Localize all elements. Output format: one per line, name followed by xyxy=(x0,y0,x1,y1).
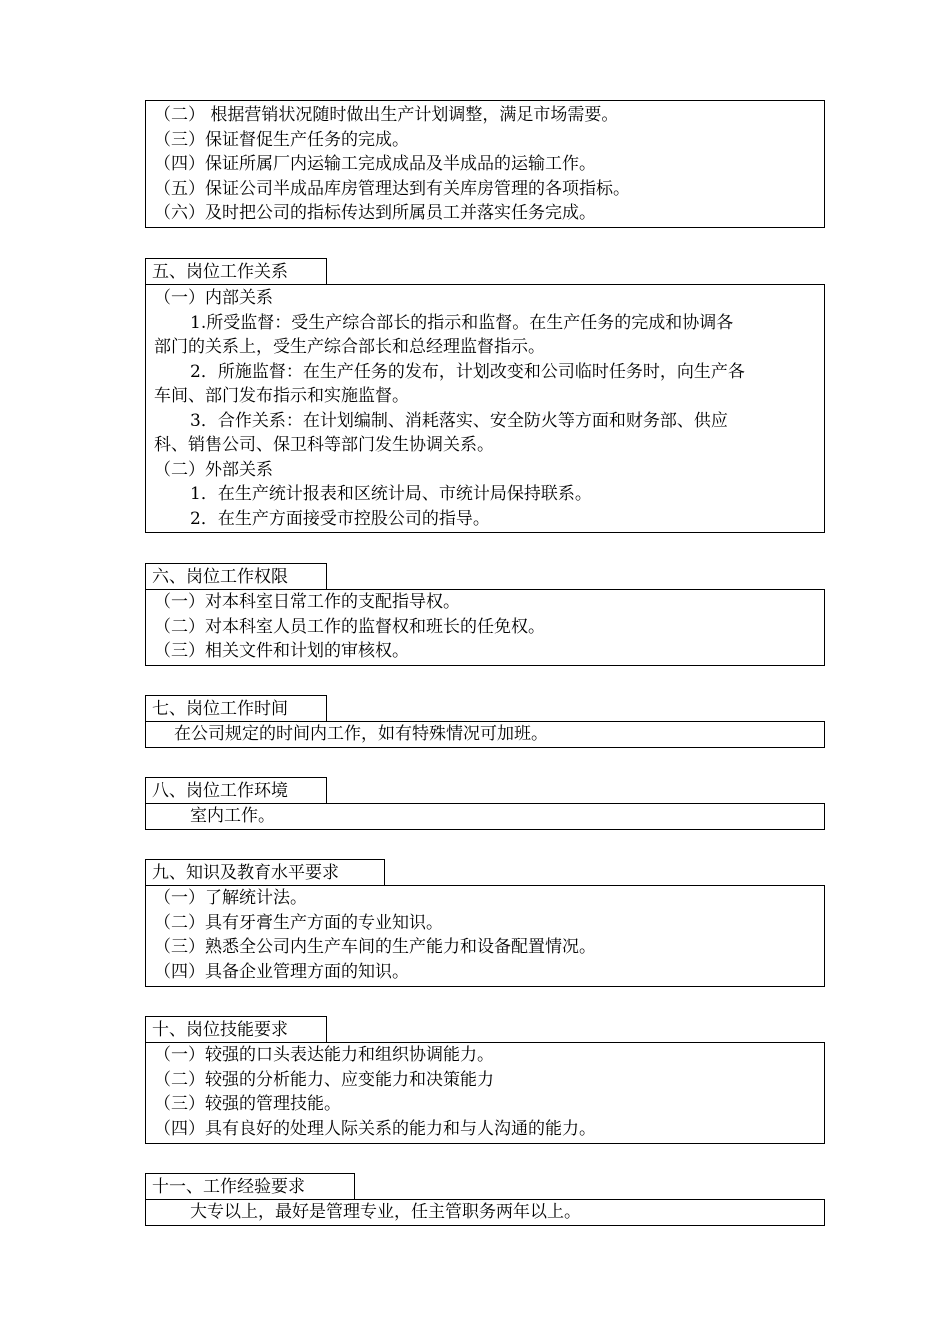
section-header-experience: 十一、工作经验要求 xyxy=(145,1173,355,1199)
external-item-2: 2．在生产方面接受市控股公司的指导。 xyxy=(190,508,490,529)
duty-item: （五）保证公司半成品库房管理达到有关库房管理的各项指标。 xyxy=(154,178,630,199)
experience-box xyxy=(145,1199,825,1226)
knowledge-item: （一）了解统计法。 xyxy=(154,888,307,908)
knowledge-item: （三）熟悉全公司内生产车间的生产能力和设备配置情况。 xyxy=(154,937,596,957)
internal-item-2: 2．所施监督：在生产任务的发布，计划改变和公司临时任务时，向生产各 xyxy=(190,361,745,382)
duty-item: （六）及时把公司的指标传达到所属员工并落实任务完成。 xyxy=(154,203,596,223)
authority-item: （三）相关文件和计划的审核权。 xyxy=(154,641,409,661)
duty-item: （三）保证督促生产任务的完成。 xyxy=(154,129,409,150)
skills-box xyxy=(145,1042,825,1144)
experience-text: 大专以上，最好是管理专业，任主管职务两年以上。 xyxy=(190,1202,581,1222)
duties-box xyxy=(145,100,825,228)
external-item-1: 1．在生产统计报表和区统计局、市统计局保持联系。 xyxy=(190,484,592,504)
skills-item: （三）较强的管理技能。 xyxy=(154,1094,341,1114)
authority-item: （二）对本科室人员工作的监督权和班长的任免权。 xyxy=(154,616,545,637)
skills-item: （四）具有良好的处理人际关系的能力和与人沟通的能力。 xyxy=(154,1118,596,1139)
duty-item: （四）保证所属厂内运输工完成成品及半成品的运输工作。 xyxy=(154,154,596,174)
hours-box xyxy=(145,721,825,748)
environment-box xyxy=(145,803,825,830)
section-header-environment: 八、岗位工作环境 xyxy=(145,777,327,803)
section-header-authority: 六、岗位工作权限 xyxy=(145,563,327,589)
internal-item-2-cont: 车间、部门发布指示和实施监督。 xyxy=(154,386,409,406)
section-header-relations: 五、岗位工作关系 xyxy=(145,258,327,284)
duty-item: （二） 根据营销状况随时做出生产计划调整，满足市场需要。 xyxy=(154,105,619,125)
relations-box xyxy=(145,284,825,533)
knowledge-box xyxy=(145,885,825,987)
internal-item-3-cont: 科、销售公司、保卫科等部门发生协调关系。 xyxy=(154,435,494,455)
knowledge-item: （二）具有牙膏生产方面的专业知识。 xyxy=(154,912,443,933)
internal-item-3: 3．合作关系：在计划编制、消耗落实、安全防火等方面和财务部、供应 xyxy=(190,410,728,431)
environment-text: 室内工作。 xyxy=(190,806,275,826)
internal-item-1-cont: 部门的关系上，受生产综合部长和总经理监督指示。 xyxy=(154,337,545,357)
skills-item: （一）较强的口头表达能力和组织协调能力。 xyxy=(154,1045,494,1065)
authority-item: （一）对本科室日常工作的支配指导权。 xyxy=(154,592,460,612)
section-header-hours: 七、岗位工作时间 xyxy=(145,695,327,721)
section-header-knowledge: 九、知识及教育水平要求 xyxy=(145,859,385,885)
skills-item: （二）较强的分析能力、应变能力和决策能力 xyxy=(154,1069,494,1090)
section-header-skills: 十、岗位技能要求 xyxy=(145,1016,327,1042)
internal-item-1: 1.所受监督：受生产综合部长的指示和监督。在生产任务的完成和协调各 xyxy=(190,312,734,333)
knowledge-item: （四）具备企业管理方面的知识。 xyxy=(154,961,409,982)
authority-box xyxy=(145,589,825,666)
internal-heading: （一）内部关系 xyxy=(154,288,273,308)
hours-text: 在公司规定的时间内工作，如有特殊情况可加班。 xyxy=(174,724,548,744)
external-heading: （二）外部关系 xyxy=(154,459,273,480)
